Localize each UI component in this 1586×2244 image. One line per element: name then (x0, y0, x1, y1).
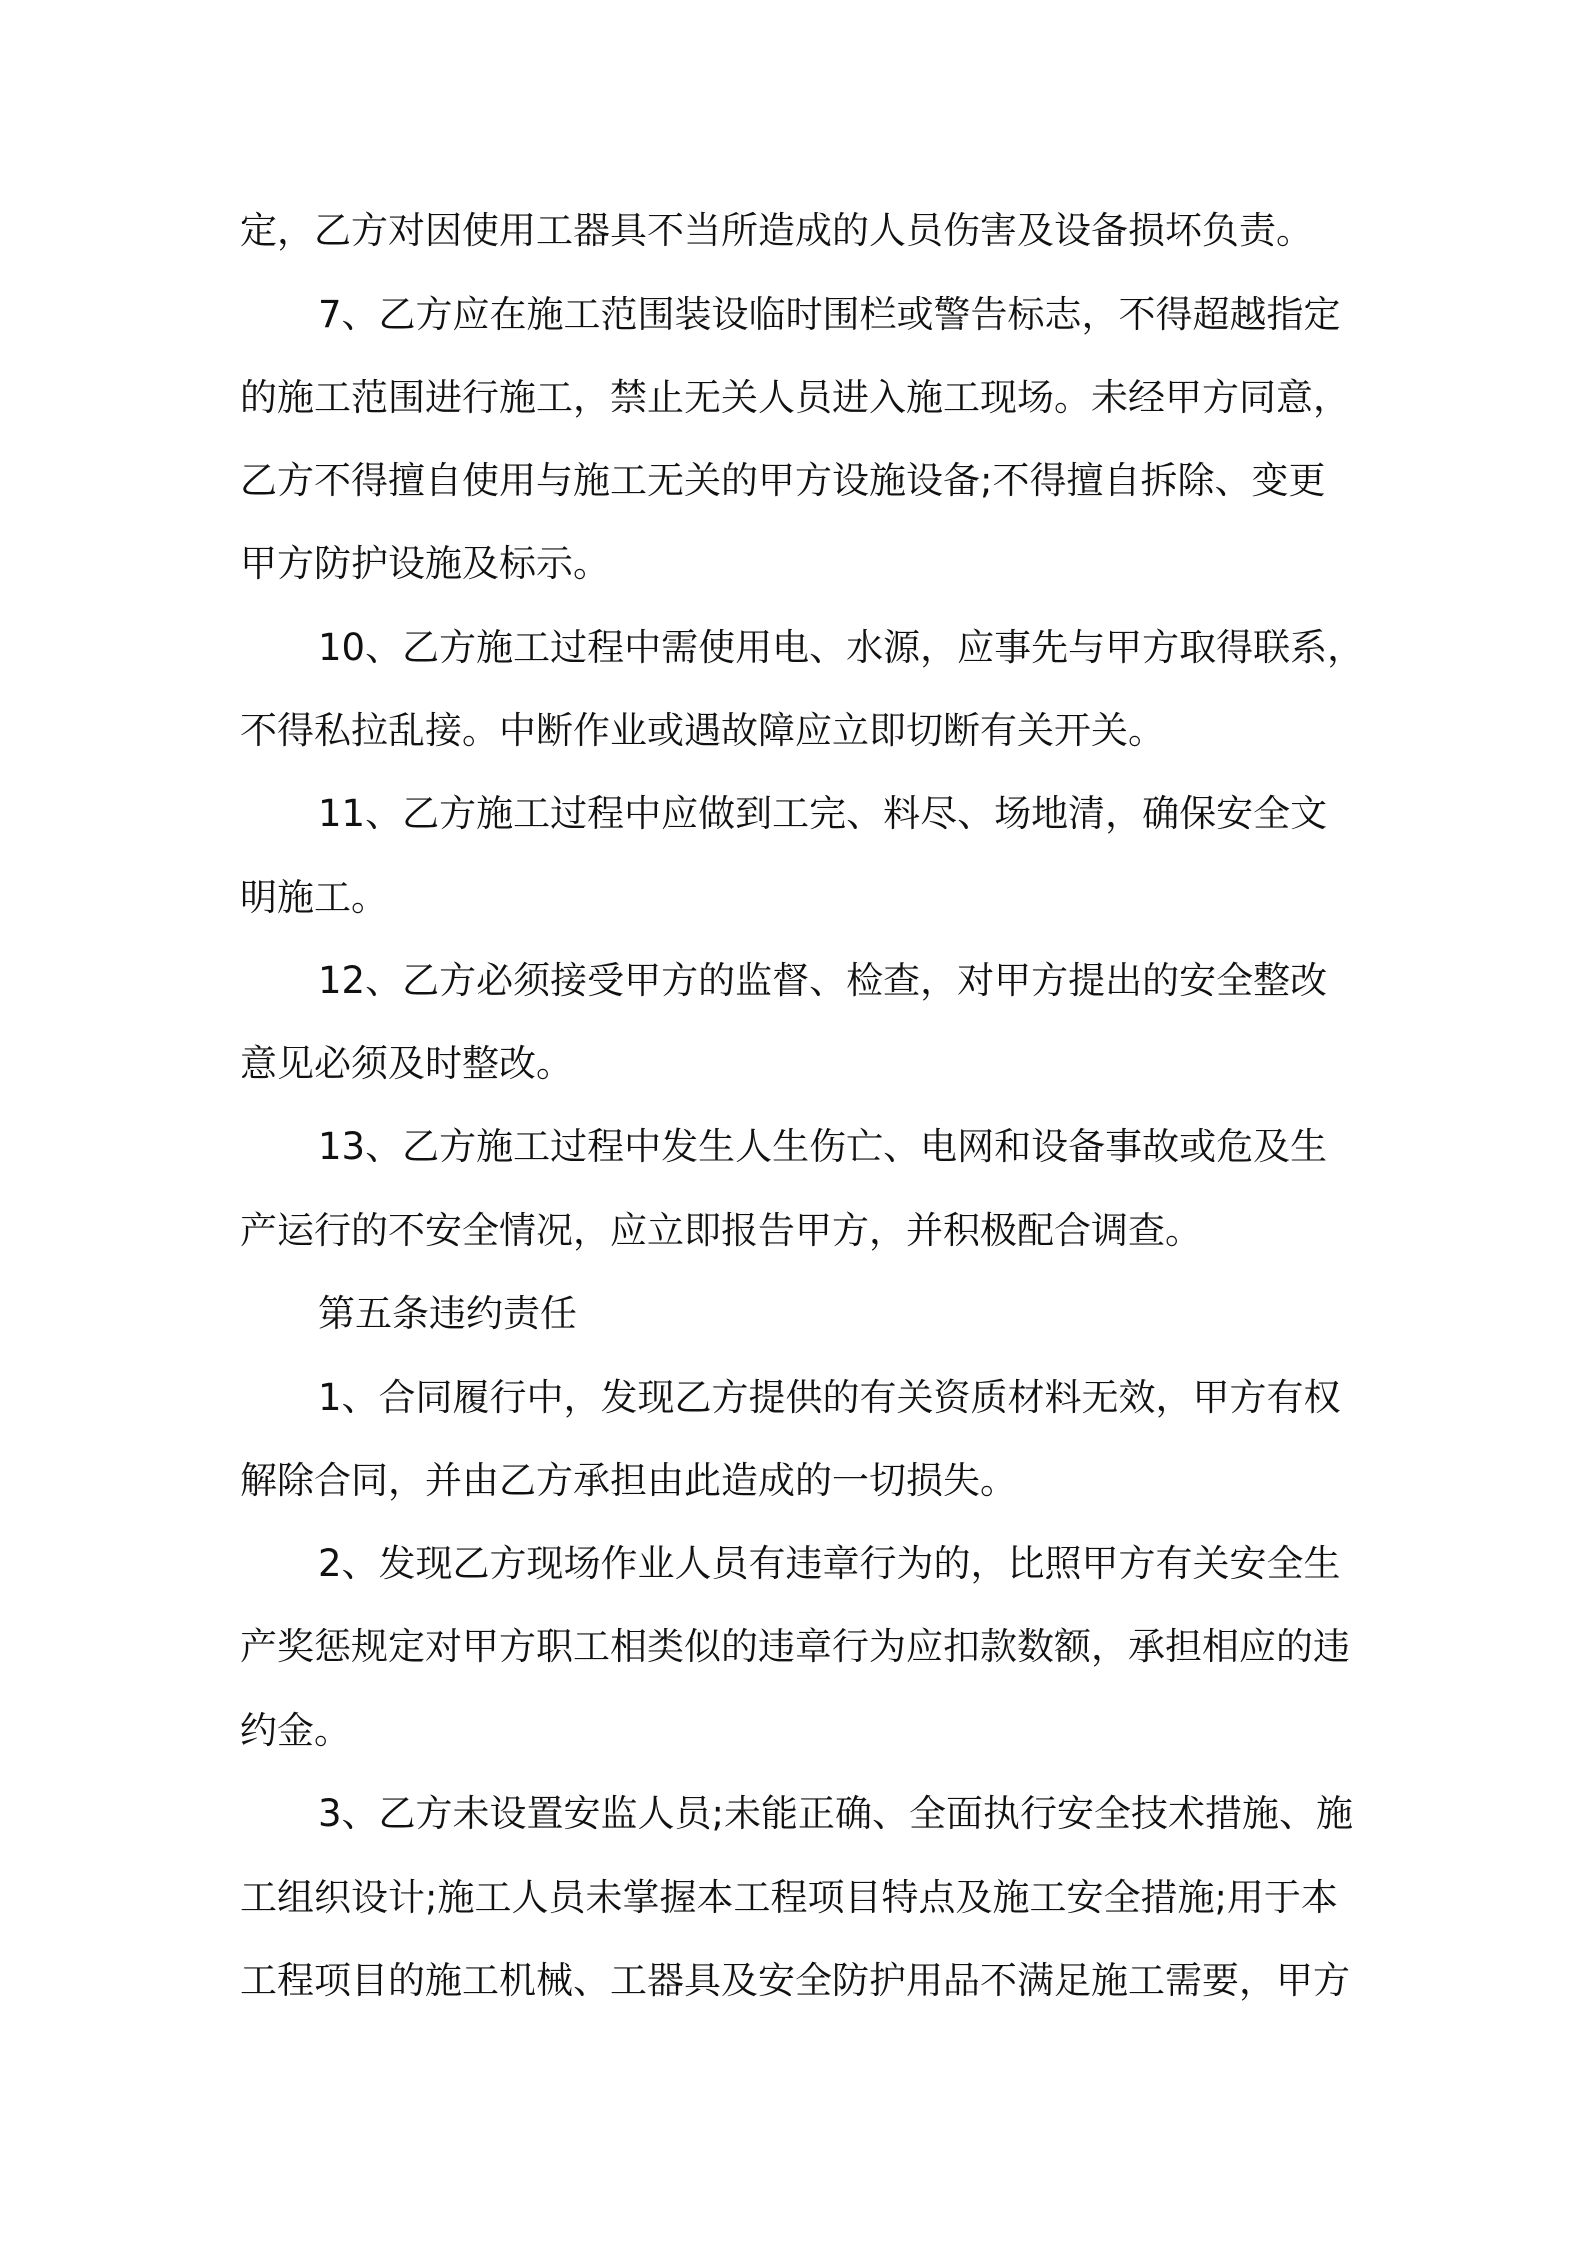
text-line: 的施工范围进行施工，禁止无关人员进入施工现场。未经甲方同意， (240, 376, 1350, 419)
text-line: 明施工。 (240, 876, 388, 919)
text-line: 产奖惩规定对甲方职工相类似的违章行为应扣款数额，承担相应的违 (240, 1625, 1350, 1668)
text-line: 7、乙方应在施工范围装设临时围栏或警告标志，不得超越指定 (318, 293, 1341, 336)
text-line: 工程项目的施工机械、工器具及安全防护用品不满足施工需要，甲方 (240, 1959, 1350, 2002)
text-line: 10、乙方施工过程中需使用电、水源，应事先与甲方取得联系， (318, 626, 1365, 669)
text-line: 产运行的不安全情况，应立即报告甲方，并积极配合调查。 (240, 1209, 1202, 1252)
text-line: 意见必须及时整改。 (240, 1042, 573, 1085)
text-line: 约金。 (240, 1709, 351, 1752)
text-line: 13、乙方施工过程中发生人生伤亡、电网和设备事故或危及生 (318, 1125, 1328, 1168)
text-line: 12、乙方必须接受甲方的监督、检查，对甲方提出的安全整改 (318, 959, 1328, 1002)
text-line: 甲方防护设施及标示。 (240, 542, 610, 585)
text-line: 乙方不得擅自使用与施工无关的甲方设施设备;不得擅自拆除、变更 (240, 459, 1326, 502)
section-heading: 第五条违约责任 (318, 1292, 577, 1335)
text-line: 1、合同履行中，发现乙方提供的有关资质材料无效，甲方有权 (318, 1376, 1341, 1419)
text-line: 工组织设计;施工人员未掌握本工程项目特点及施工安全措施;用于本 (240, 1876, 1338, 1919)
text-line: 不得私拉乱接。中断作业或遇故障应立即切断有关开关。 (240, 709, 1165, 752)
text-line: 定，乙方对因使用工器具不当所造成的人员伤害及设备损坏负责。 (240, 209, 1313, 252)
text-line: 2、发现乙方现场作业人员有违章行为的，比照甲方有关安全生 (318, 1542, 1341, 1585)
text-line: 3、乙方未设置安监人员;未能正确、全面执行安全技术措施、施 (318, 1792, 1354, 1835)
text-line: 解除合同，并由乙方承担由此造成的一切损失。 (240, 1459, 1017, 1502)
text-line: 11、乙方施工过程中应做到工完、料尽、场地清，确保安全文 (318, 792, 1328, 835)
